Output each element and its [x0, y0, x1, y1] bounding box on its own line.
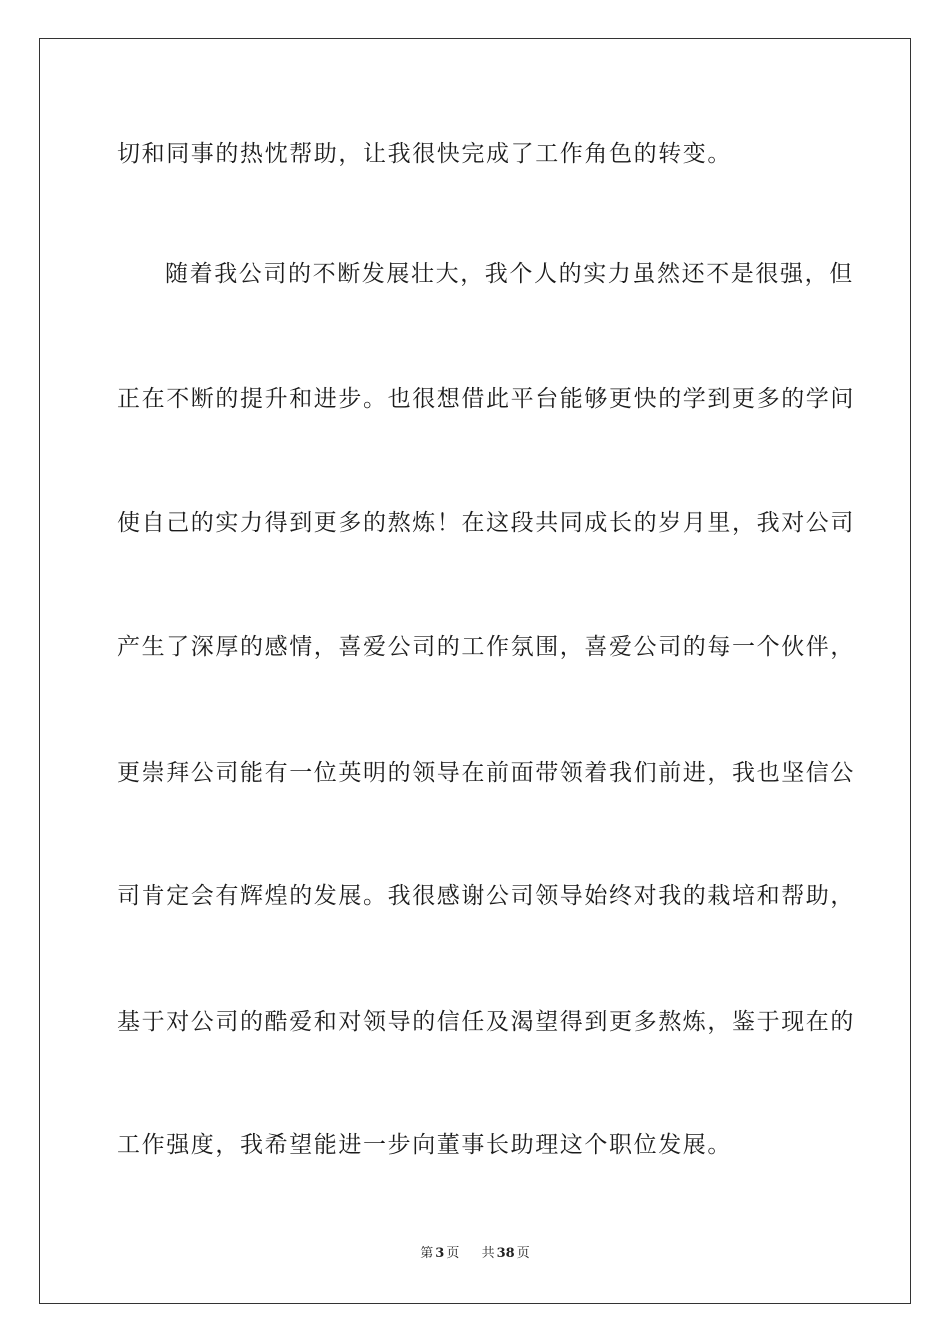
total-pages: 38 [496, 1246, 515, 1261]
text-line: 基于对公司的酷爱和对领导的信任及渴望得到更多熬炼，鉴于现在的 [117, 1009, 855, 1035]
page-frame [39, 38, 911, 1304]
text-line: 切和同事的热忱帮助，让我很快完成了工作角色的转变。 [117, 141, 732, 167]
text-line: 工作强度，我希望能进一步向董事长助理这个职位发展。 [117, 1132, 732, 1158]
paragraph-first-line: 随着我公司的不断发展壮大，我个人的实力虽然还不是很强，但 [165, 261, 854, 287]
text-line: 正在不断的提升和进步。也很想借此平台能够更快的学到更多的学问 [117, 386, 855, 412]
text-line: 产生了深厚的感情，喜爱公司的工作氛围，喜爱公司的每一个伙伴， [117, 634, 855, 660]
text-line: 更崇拜公司能有一位英明的领导在前面带领着我们前进，我也坚信公 [117, 760, 855, 786]
text-line: 使自己的实力得到更多的熬炼！在这段共同成长的岁月里，我对公司 [117, 510, 855, 536]
page-footer [0, 1245, 950, 1263]
page-label: 第 3 页 [420, 1246, 460, 1261]
text-line: 司肯定会有辉煌的发展。我很感谢公司领导始终对我的栽培和帮助， [117, 883, 855, 909]
page-number: 3 [435, 1246, 445, 1261]
total-pages-label: 共 38 页 [481, 1246, 530, 1261]
